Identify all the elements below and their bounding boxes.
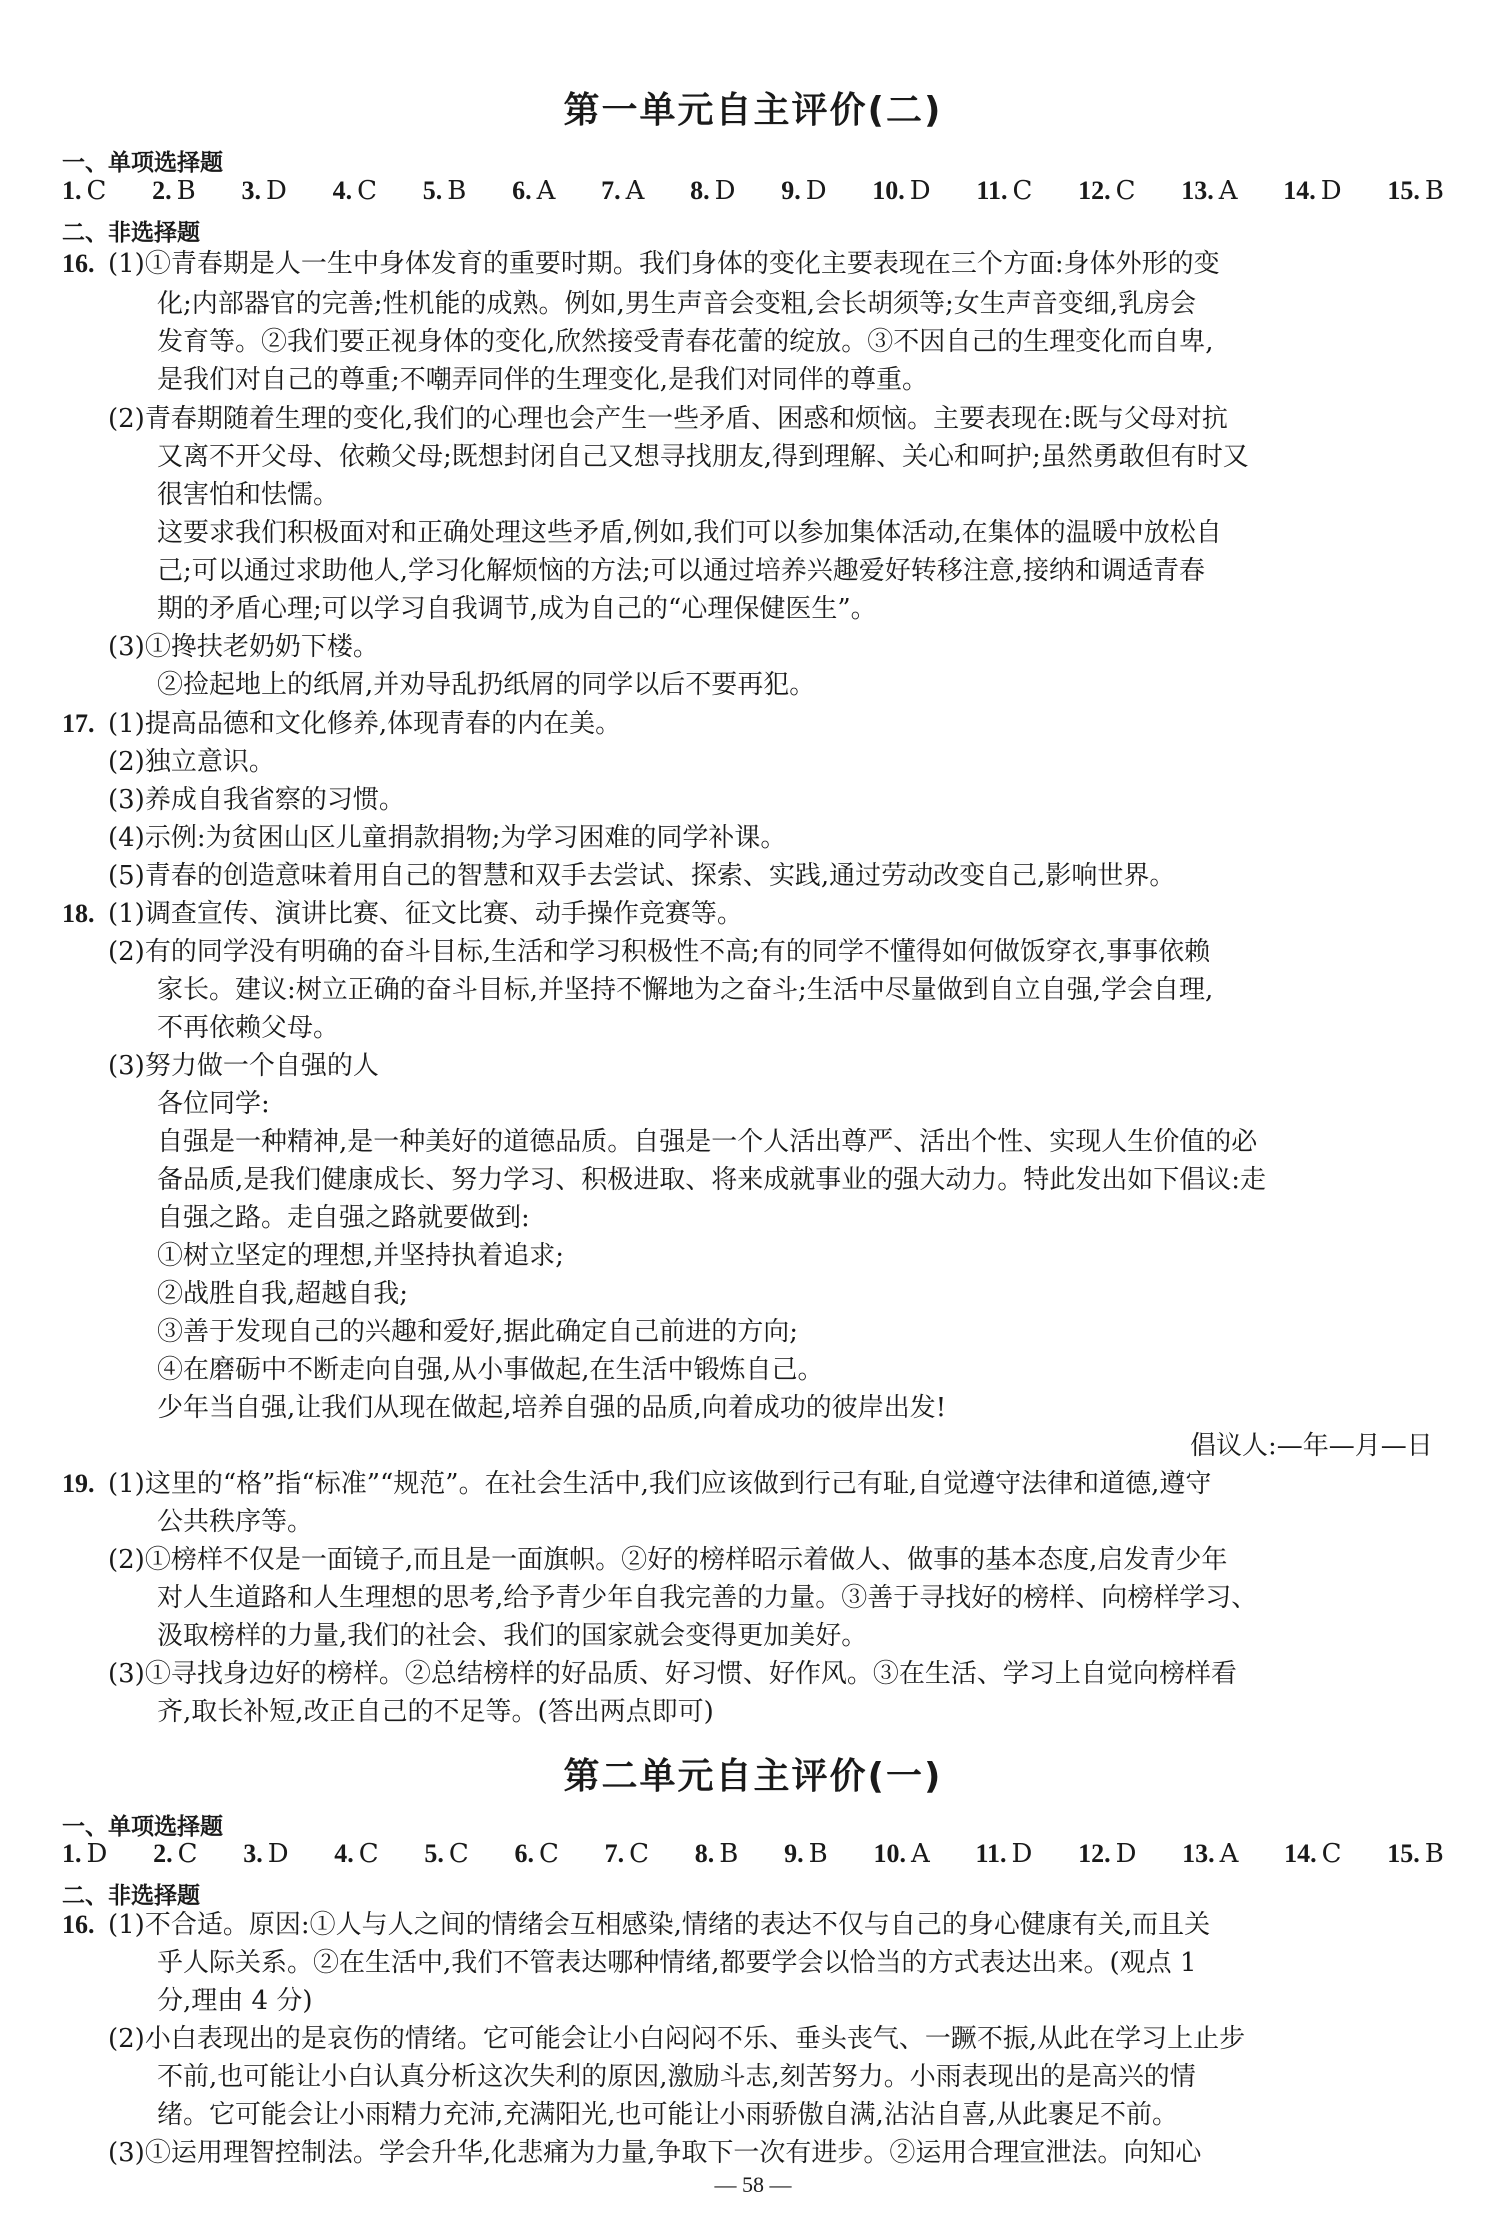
choice-answer-letter: B — [176, 176, 196, 206]
choice-answer-letter: A — [536, 176, 556, 206]
unit1-q18-line: ②战胜自我,超越自我; — [157, 1279, 409, 1309]
unit1-q17-number: 17. — [62, 709, 95, 738]
choice-answer-letter: C — [86, 176, 107, 206]
unit1-q19-line: (3)①寻找身边好的榜样。②总结榜样的好品质、好习惯、好作风。③在生活、学习上自觉向榜样看 — [108, 1659, 1237, 1689]
choice-answer-letter: C — [1012, 176, 1033, 206]
choice-answer-number: 13. — [1182, 1839, 1215, 1868]
unit1-q19-number: 19. — [62, 1469, 95, 1498]
choice-answer-number: 6. — [514, 1839, 535, 1868]
choice-answer-letter: C — [357, 176, 377, 206]
choice-answer-letter: B — [1424, 176, 1444, 206]
choice-answer-number: 1. — [62, 176, 82, 205]
choice-answer-number: 15. — [1387, 1839, 1420, 1868]
unit1-choice-heading: 一、单项选择题 — [62, 150, 223, 176]
unit1-q18-line: 不再依赖父母。 — [157, 1013, 340, 1043]
choice-answer-letter: C — [629, 1839, 650, 1869]
choice-answer-letter: D — [265, 176, 287, 206]
unit1-q18-line: 少年当自强,让我们从现在做起,培养自强的品质,向着成功的彼岸出发! — [157, 1393, 947, 1423]
unit1-q16-line: (3)①搀扶老奶奶下楼。 — [108, 632, 379, 662]
choice-answer — [784, 1839, 828, 1869]
unit1-q18-number: 18. — [62, 899, 95, 928]
unit1-q17-line: (2)独立意识。 — [108, 747, 275, 777]
unit2-choice-answers — [62, 1839, 1444, 1869]
choice-answer — [152, 176, 196, 206]
unit1-q16-line: (2)青春期随着生理的变化,我们的心理也会产生一些矛盾、困惑和烦恼。主要表现在:既与父母对抗 — [108, 404, 1228, 434]
unit1-q17-line: (5)青春的创造意味着用自己的智慧和双手去尝试、探索、实践,通过劳动改变自己,影响世界。 — [108, 861, 1176, 891]
choice-answer — [1181, 176, 1237, 206]
unit1-q16-line: 很害怕和怯懦。 — [157, 480, 340, 510]
choice-answer-number: 5. — [424, 1839, 444, 1868]
unit1-q19-line: (2)①榜样不仅是一面镜子,而且是一面旗帜。②好的榜样昭示着做人、做事的基本态度,启发青少年 — [108, 1545, 1228, 1575]
choice-answer — [423, 176, 467, 206]
unit1-q16-line: 这要求我们积极面对和正确处理这些矛盾,例如,我们可以参加集体活动,在集体的温暖中放松自 — [157, 518, 1222, 548]
choice-answer — [1387, 176, 1444, 206]
choice-answer-number: 5. — [422, 176, 443, 205]
choice-answer-number: 12. — [1078, 1839, 1111, 1868]
unit2-title: 第二单元自主评价(一) — [563, 1756, 943, 1797]
choice-answer-number: 4. — [334, 1839, 354, 1868]
choice-answer-number: 9. — [781, 176, 801, 205]
unit1-q18-line: (2)有的同学没有明确的奋斗目标,生活和学习积极性不高;有的同学不懂得如何做饭穿衣,事事依赖 — [108, 937, 1211, 967]
unit1-q18-line: ③善于发现自己的兴趣和爱好,据此确定自己前进的方向; — [157, 1317, 799, 1347]
choice-answer — [873, 1839, 929, 1869]
unit2-q16-number: 16. — [62, 1910, 95, 1939]
unit1-q18-line: 备品质,是我们健康成长、努力学习、积极进取、将来成就事业的强大动力。特此发出如下倡议:走 — [157, 1165, 1267, 1195]
choice-answer-number: 3. — [241, 176, 261, 205]
choice-answer-number: 11. — [975, 1839, 1007, 1868]
choice-answer-letter: D — [714, 176, 736, 206]
choice-answer — [872, 176, 930, 206]
unit1-choice-answers — [62, 176, 1444, 206]
choice-answer — [1284, 1839, 1341, 1869]
choice-answer — [1387, 1839, 1444, 1869]
choice-answer-number: 7. — [604, 1839, 625, 1868]
unit1-q19-line: 齐,取长补短,改正自己的不足等。(答出两点即可) — [157, 1697, 714, 1727]
choice-answer-number: 4. — [332, 176, 353, 205]
choice-answer — [1078, 176, 1135, 206]
unit1-q18-line: 自强之路。走自强之路就要做到: — [157, 1203, 530, 1233]
choice-answer-letter: D — [805, 176, 827, 206]
unit1-q16-line: ②捡起地上的纸屑,并劝导乱扔纸屑的同学以后不要再犯。 — [157, 670, 816, 700]
unit1-q16-line: 化;内部器官的完善;性机能的成熟。例如,男生声音会变粗,会长胡须等;女生声音变细,乳房会 — [157, 289, 1197, 319]
choice-answer — [976, 176, 1032, 206]
choice-answer — [334, 1839, 378, 1869]
unit2-q16-line: (2)小白表现出的是哀伤的情绪。它可能会让小白闷闷不乐、垂头丧气、一蹶不振,从此在学习上止步 — [108, 2024, 1246, 2054]
unit1-nonchoice-heading: 二、非选择题 — [62, 220, 200, 246]
unit1-q18-signature: 倡议人:—年—月—日 — [1190, 1431, 1433, 1461]
unit1-q18-line: ④在磨砺中不断走向自强,从小事做起,在生活中锻炼自己。 — [157, 1355, 824, 1385]
choice-answer-number: 8. — [694, 1839, 715, 1868]
unit1-q17-line: (3)养成自我省察的习惯。 — [108, 785, 405, 815]
unit1-q18-line: (3)努力做一个自强的人 — [108, 1051, 379, 1081]
unit1-q18-line: (1)调查宣传、演讲比赛、征文比赛、动手操作竞赛等。 — [108, 899, 743, 929]
choice-answer-letter: A — [910, 1839, 930, 1869]
unit2-q16-line: (1)不合适。原因:①人与人之间的情绪会互相感染,情绪的表达不仅与自己的身心健康有关,而且关 — [108, 1910, 1211, 1940]
unit1-q16-line: 发育等。②我们要正视身体的变化,欣然接受青春花蕾的绽放。③不因自己的生理变化而自卑, — [157, 327, 1214, 357]
unit1-q18-line: 各位同学: — [157, 1089, 270, 1119]
choice-answer — [62, 176, 106, 206]
choice-answer — [601, 176, 644, 206]
choice-answer-number: 12. — [1078, 176, 1111, 205]
choice-answer — [605, 1839, 649, 1869]
choice-answer — [975, 1839, 1032, 1869]
unit2-q16-line: 乎人际关系。②在生活中,我们不管表达哪种情绪,都要学会以恰当的方式表达出来。(观点 1 — [157, 1948, 1197, 1978]
unit2-q16-line: (3)①运用理智控制法。学会升华,化悲痛为力量,争取下一次有进步。②运用合理宣泄法。向知心 — [108, 2138, 1202, 2168]
choice-answer-number: 10. — [873, 1839, 906, 1868]
choice-answer-number: 2. — [153, 1839, 173, 1868]
choice-answer-number: 14. — [1284, 1839, 1317, 1868]
choice-answer — [1182, 1839, 1238, 1869]
page-number: — 58 — — [714, 2172, 792, 2197]
choice-answer — [690, 176, 735, 206]
unit1-q19-line: 汲取榜样的力量,我们的社会、我们的国家就会变得更加美好。 — [157, 1621, 868, 1651]
unit1-q18-line: 家长。建议:树立正确的奋斗目标,并坚持不懈地为之奋斗;生活中尽量做到自立自强,学会自理, — [157, 975, 1214, 1005]
choice-answer-letter: C — [1115, 176, 1136, 206]
choice-answer-letter: D — [1320, 176, 1342, 206]
choice-answer-number: 11. — [976, 176, 1008, 205]
choice-answer-number: 9. — [784, 1839, 804, 1868]
choice-answer-number: 14. — [1283, 176, 1316, 205]
choice-answer — [512, 176, 555, 206]
choice-answer-letter: D — [86, 1839, 108, 1869]
choice-answer-number: 15. — [1387, 176, 1420, 205]
choice-answer — [1078, 1839, 1136, 1869]
unit2-nonchoice-heading: 二、非选择题 — [62, 1883, 200, 1909]
unit2-choice-heading: 一、单项选择题 — [62, 1814, 223, 1840]
unit1-q19-line: (1)这里的“格”指“标准”“规范”。在社会生活中,我们应该做到行己有耻,自觉遵守法律和道德,遵守 — [108, 1469, 1212, 1499]
choice-answer-letter: D — [1011, 1839, 1033, 1869]
unit1-title: 第一单元自主评价(二) — [563, 90, 943, 131]
choice-answer-letter: B — [719, 1839, 739, 1869]
choice-answer — [241, 176, 286, 206]
choice-answer — [515, 1839, 559, 1869]
choice-answer-letter: D — [267, 1839, 289, 1869]
choice-answer-number: 2. — [152, 176, 172, 205]
choice-answer — [153, 1839, 197, 1869]
choice-answer-letter: B — [447, 176, 467, 206]
choice-answer-letter: A — [625, 176, 645, 206]
unit1-q16-line: 己;可以通过求助他人,学习化解烦恼的方法;可以通过培养兴趣爱好转移注意,接纳和调适青春 — [157, 556, 1206, 586]
choice-answer-number: 6. — [512, 176, 532, 205]
choice-answer — [243, 1839, 288, 1869]
unit1-q16-line: 是我们对自己的尊重;不嘲弄同伴的生理变化,是我们对同伴的尊重。 — [157, 365, 929, 395]
unit1-q17-line: (4)示例:为贫困山区儿童捐款捐物;为学习困难的同学补课。 — [108, 823, 787, 853]
choice-answer-number: 8. — [690, 176, 710, 205]
choice-answer-letter: A — [1218, 176, 1238, 206]
unit2-q16-line: 分,理由 4 分) — [157, 1986, 313, 2016]
choice-answer-number: 1. — [62, 1839, 82, 1868]
choice-answer-number: 7. — [601, 176, 621, 205]
choice-answer — [1283, 176, 1341, 206]
choice-answer-number: 10. — [872, 176, 905, 205]
unit1-q18-line: ①树立坚定的理想,并坚持执着追求; — [157, 1241, 565, 1271]
unit1-q19-line: 对人生道路和人生理想的思考,给予青少年自我完善的力量。③善于寻找好的榜样、向榜样学习、 — [157, 1583, 1258, 1613]
choice-answer-letter: C — [539, 1839, 559, 1869]
choice-answer — [424, 1839, 468, 1869]
choice-answer-letter: D — [909, 176, 931, 206]
unit2-q16-line: 不前,也可能让小白认真分析这次失利的原因,激励斗志,刻苦努力。小雨表现出的是高兴的情 — [157, 2062, 1196, 2092]
choice-answer-letter: C — [1321, 1839, 1342, 1869]
unit1-q17-line: (1)提高品德和文化修养,体现青春的内在美。 — [108, 709, 622, 739]
choice-answer — [781, 176, 826, 206]
choice-answer — [62, 1839, 107, 1869]
choice-answer-letter: D — [1115, 1839, 1137, 1869]
choice-answer-letter: C — [177, 1839, 198, 1869]
choice-answer-number: 13. — [1181, 176, 1214, 205]
choice-answer-letter: B — [1424, 1839, 1444, 1869]
unit2-q16-line: 绪。它可能会让小雨精力充沛,充满阳光,也可能让小雨骄傲自满,沾沾自喜,从此裹足不前。 — [157, 2100, 1179, 2130]
unit1-q16-line: 又离不开父母、依赖父母;既想封闭自己又想寻找朋友,得到理解、关心和呵护;虽然勇敢但有时又 — [157, 442, 1249, 472]
unit1-q19-line: 公共秩序等。 — [157, 1507, 314, 1537]
choice-answer — [333, 176, 377, 206]
choice-answer-letter: C — [358, 1839, 379, 1869]
unit1-q18-line: 自强是一种精神,是一种美好的道德品质。自强是一个人活出尊严、活出个性、实现人生价值的必 — [157, 1127, 1258, 1157]
unit1-q16-number: 16. — [62, 249, 95, 278]
choice-answer — [695, 1839, 739, 1869]
choice-answer-letter: B — [808, 1839, 828, 1869]
unit1-q16-line: 期的矛盾心理;可以学习自我调节,成为自己的“心理保健医生”。 — [157, 594, 877, 624]
choice-answer-letter: C — [448, 1839, 469, 1869]
unit1-q16-line: (1)①青春期是人一生中身体发育的重要时期。我们身体的变化主要表现在三个方面:身体外形的变 — [108, 249, 1220, 279]
choice-answer-number: 3. — [243, 1839, 263, 1868]
choice-answer-letter: A — [1219, 1839, 1239, 1869]
